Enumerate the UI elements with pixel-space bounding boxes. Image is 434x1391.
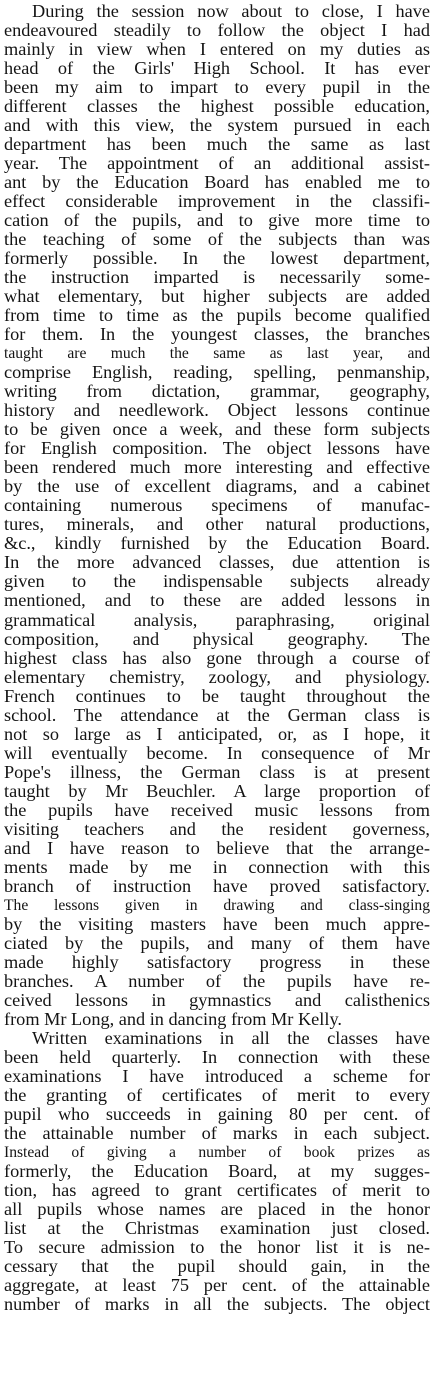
text-line: to be given once a week, and these form subjects [4, 420, 430, 440]
text-line: examinations I have introduced a scheme for [4, 1066, 430, 1086]
text-line: history and needlework. Object lessons continue [4, 401, 430, 421]
text-line: cessary that the pupil should gain, in the [4, 1257, 430, 1277]
text-line: French continues to be taught throughout the [4, 686, 430, 706]
text-line: During the session now about to close, I have [32, 2, 430, 21]
text-line: given to the indispensable subjects already [4, 572, 430, 592]
text-line: department has been much the same as last [4, 135, 430, 155]
text-line: branch of instruction have proved satisfactory. [4, 876, 430, 896]
text-line: not so large as I anticipated, or, as I hope, it [4, 724, 430, 744]
text-line: In the more advanced classes, due attention is [4, 553, 430, 573]
text-line: Written examinations in all the classes have [32, 1028, 430, 1048]
text-line: mainly in view when I entered on my duties as [4, 40, 430, 60]
text-line: school. The attendance at the German class is [4, 705, 430, 725]
text-line: effect considerable improvement in the classifi- [4, 192, 430, 212]
text-line: number of marks in all the subjects. The object [4, 1295, 430, 1315]
text-line: mentioned, and to these are added lessons in [4, 591, 430, 611]
text-line: taught by Mr Beuchler. A large proportion of [4, 781, 430, 801]
text-line: ant by the Education Board has enabled me to [4, 173, 430, 193]
text-line: head of the Girls' High School. It has ever [4, 59, 430, 79]
text-line: ciated by the pupils, and many of them have [4, 933, 430, 953]
text-line: the instruction imparted is necessarily some- [4, 268, 430, 288]
text-line: Pope's illness, the German class is at present [4, 762, 430, 782]
text-line: formerly, the Education Board, at my sugges- [4, 1161, 430, 1181]
text-line: cation of the pupils, and to give more time to [4, 211, 430, 231]
text-line: highest class has also gone through a course of [4, 648, 430, 668]
text-line: ments made by me in connection with this [4, 857, 430, 877]
text-line: The lessons given in drawing and class-singing [4, 896, 430, 914]
text-line: Instead of giving a number of book prizes as [4, 1143, 430, 1161]
text-line: all pupils whose names are placed in the honor [4, 1199, 430, 1219]
text-line: the pupils have received music lessons from [4, 800, 430, 820]
text-line: pupil who succeeds in gaining 80 per cent. of [4, 1104, 430, 1124]
text-line: list at the Christmas examination just closed. [4, 1219, 430, 1238]
text-line: different classes the highest possible education, [4, 97, 430, 117]
text-line: tion, has agreed to grant certificates of merit to [4, 1180, 430, 1200]
text-line: and with this view, the system pursued in each [4, 116, 430, 136]
text-line: been held quarterly. In connection with these [4, 1047, 430, 1067]
text-line: composition, and physical geography. The [4, 629, 430, 649]
text-line: the teaching of some of the subjects than was [4, 230, 430, 250]
text-line: by the use of excellent diagrams, and a cabinet [4, 477, 430, 497]
text-line: for them. In the youngest classes, the branches [4, 325, 430, 345]
text-line: for English composition. The object lessons have [4, 439, 430, 459]
text-line: will eventually become. In consequence of Mr [4, 743, 430, 763]
text-line: been rendered much more interesting and effective [4, 458, 430, 478]
text-line: and I have reason to believe that the arrange- [4, 838, 430, 858]
text-line: grammatical analysis, paraphrasing, original [4, 610, 430, 630]
text-line: what elementary, but higher subjects are added [4, 287, 430, 307]
text-line: branches. A number of the pupils have re- [4, 971, 430, 991]
text-line: from time to time as the pupils become qualified [4, 306, 430, 326]
text-line: visiting teachers and the resident governess, [4, 819, 430, 839]
text-line: &c., kindly furnished by the Education Board. [4, 534, 430, 554]
text-line: from Mr Long, and in dancing from Mr Kelly. [4, 1009, 342, 1029]
text-line: containing numerous specimens of manufac- [4, 496, 430, 516]
text-line: writing from dictation, grammar, geography, [4, 382, 430, 402]
text-line: the attainable number of marks in each subject. [4, 1123, 430, 1143]
text-line: by the visiting masters have been much appre- [4, 914, 430, 934]
text-line: ceived lessons in gymnastics and calisthenics [4, 990, 430, 1010]
text-line: tures, minerals, and other natural productions, [4, 515, 430, 535]
text-line: To secure admission to the honor list it is ne- [4, 1238, 430, 1258]
text-line: the granting of certificates of merit to every [4, 1085, 430, 1105]
text-line: made highly satisfactory progress in these [4, 952, 430, 972]
text-line: aggregate, at least 75 per cent. of the attainable [4, 1276, 430, 1296]
text-line: formerly possible. In the lowest department, [4, 249, 430, 269]
text-line: year. The appointment of an additional assist- [4, 154, 430, 174]
text-line: taught are much the same as last year, and [4, 345, 430, 363]
text-line: endeavoured steadily to follow the object I had [4, 21, 430, 41]
text-line: been my aim to impart to every pupil in the [4, 78, 430, 98]
text-line: elementary chemistry, zoology, and physiology. [4, 667, 430, 687]
text-line: comprise English, reading, spelling, penmanship, [4, 363, 430, 383]
